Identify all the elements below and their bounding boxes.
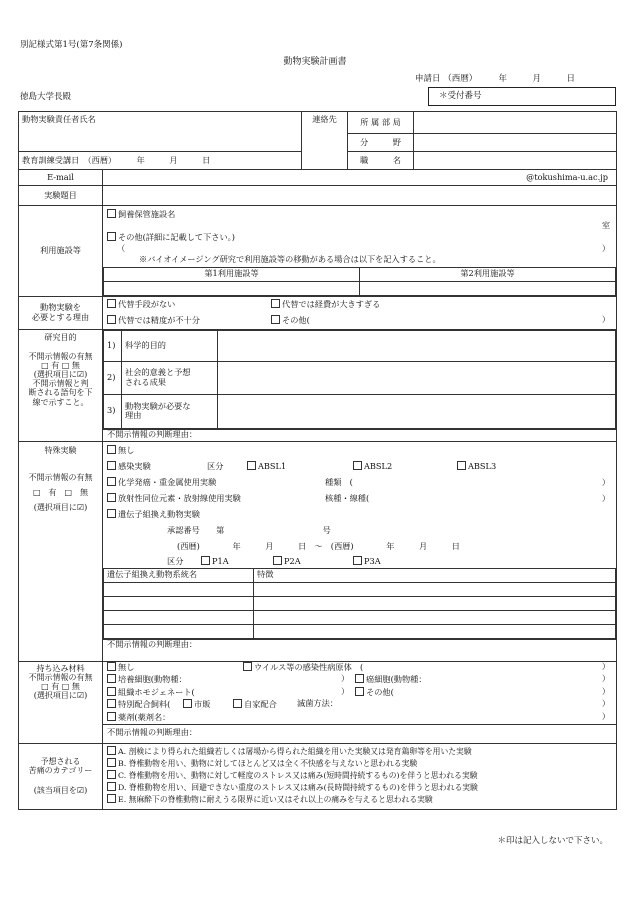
facility-col2-field[interactable] [360,281,616,295]
email-field[interactable] [103,170,617,186]
special-label-cell: 特殊実験 不開示情報の有無 □ 有 □ 無 (選択項目に☑) [19,441,103,661]
materials-label: 持ち込み材料 [36,663,85,673]
reason-opt4-checkbox[interactable] [271,315,280,324]
approval-period[interactable]: (西暦) 年 月 日 ～ (西暦) 年 月 日 [177,540,460,551]
purpose-label-cell: 研究目的 不開示情報の有無 □ 有 □ 無 (選択項目に☑) 不開示情報と判 断される語句を下 線で示すこと。 [19,329,103,441]
strain-row[interactable] [104,582,254,596]
materials-cell: 無し ウイルス等の感染性病原体 ( ） 培養細胞(動物種： ） 癌細胞(動物種： ） 組織ホモジェネート( ） その他( ） 特別配合飼料( 市販 自家配合 滅菌方法： ） 薬剤(薬剤名： ） 不開示情報の判断理由： [103,661,617,743]
p1a-checkbox[interactable] [201,556,210,565]
p2a-checkbox[interactable] [273,556,282,565]
strain-row[interactable] [104,624,254,638]
experiment-title-field[interactable] [103,186,617,206]
reason-opt3: 代替では精度が不十分 [118,314,200,325]
strain-row[interactable] [104,610,254,624]
experiment-plan-form [18,111,617,810]
reason-opt1-checkbox[interactable] [107,299,116,308]
pain-cell: A. 剖検により得られた組織若しくは屠場から得られた組織を用いた実験又は発育鶏卵等を用いた実験 B. 脊椎動物を用い、動物に対してほとんど又は全く不快感を与えないと思われる実験 C. 脊椎動物を用い、動物に対して軽度のストレス又は痛み(短時間持続するもの)を伴うと思われる実験 D. 脊椎動物を用い、回避できない重度のストレス又は痛み(長時間持続するもの)を伴うと思われる実験 E. 無麻酔下の脊椎動物に耐えうる限界に近い又はそれ以上の痛みを与えると思われる実験 [103,743,617,809]
purpose-item3: 動物実験が必要な 理由 [122,394,218,428]
strain-table [103,568,616,639]
department-label: 所 属 部 局 [348,112,414,134]
field-field[interactable] [414,134,617,152]
experiment-title-label: 実験題目 [19,186,103,206]
other-checkbox[interactable] [355,687,364,696]
responsible-name-cell[interactable] [19,112,302,152]
purpose-item2-field[interactable] [218,361,616,394]
chem-checkbox[interactable] [107,477,116,486]
feed-checkbox[interactable] [107,699,116,708]
facility-col1: 第1利用施設等 [104,267,360,281]
drug-checkbox[interactable] [107,712,116,721]
facility-option1: 飼養保管施設名 [118,209,176,219]
rad-checkbox[interactable] [107,493,116,502]
facility-paren-close: ） [601,242,611,253]
reason-opt3-checkbox[interactable] [107,315,116,324]
field-label: 分 野 [348,134,414,152]
strain-col: 遺伝子組換え動物系統名 [104,568,254,582]
self-mix-checkbox[interactable] [233,699,242,708]
purpose-item1-field[interactable] [218,330,616,361]
reason-label: 動物実験を 必要とする理由 [19,296,103,329]
application-date[interactable]: 申請日 （西暦） 年 月 日 [415,74,575,84]
purpose-item2: 社会的意義と予想 される成果 [122,361,218,394]
materials-none-checkbox[interactable] [107,662,116,671]
special-judgment[interactable]: 不開示情報の判断理由： [103,639,616,652]
purpose-judgment[interactable]: 不開示情報の判断理由： [103,429,616,441]
gene-checkbox[interactable] [107,509,116,518]
form-number: 別記様式第1号(第7条関係) [20,40,123,50]
position-label: 職 名 [348,152,414,170]
facility-grid [103,267,616,296]
responsible-name-label: 動物実験責任者氏名 [22,114,96,124]
materials-judgment[interactable]: 不開示情報の判断理由： [103,724,616,739]
receipt-number-box [428,87,616,106]
position-field[interactable] [414,152,617,170]
receipt-number-label: ＊受付番号 [439,91,482,101]
pain-c-checkbox[interactable] [107,770,116,779]
facility-option2-checkbox[interactable] [107,232,116,241]
facility-option2: その他(詳細に記載して下さい。) [118,232,235,242]
approval-number[interactable]: 承認番号 第 号 [167,524,331,535]
virus-checkbox[interactable] [243,662,252,671]
facility-col2: 第2利用施設等 [360,267,616,281]
infection-checkbox[interactable] [107,461,116,470]
room-label: 室 [601,219,611,230]
purpose-item3-field[interactable] [218,394,616,428]
pain-label-cell: 予想される 苦痛のカテゴリー (該当項目を☑) [19,743,103,809]
footer-note: ＊印は記入しないで下さい。 [497,836,608,846]
pain-a-checkbox[interactable] [107,746,116,755]
p3a-checkbox[interactable] [353,556,362,565]
reason-opt1: 代替手段がない [118,299,176,309]
reason-opt2: 代替では経費が大きすぎる [282,299,381,309]
facility-paren-open: （ [117,242,126,253]
pain-e-checkbox[interactable] [107,794,116,803]
strain-row[interactable] [104,596,254,610]
contact-label: 連絡先 [302,112,348,170]
addressee: 徳島大学長殿 [20,92,72,102]
reason-close: ） [601,313,611,324]
purpose-cell: 1) 科学的目的 2) 社会的意義と予想 される成果 3) 動物実験が必要な 理由 不開示情報の判断理由： [103,329,617,441]
reason-opt2-checkbox[interactable] [271,299,280,308]
email-domain: @tokushima-u.ac.jp [526,171,609,182]
training-date[interactable]: 教育訓練受講日 （西暦） 年 月 日 [19,152,302,170]
special-none-checkbox[interactable] [107,445,116,454]
page-title: 動物実験計画書 [283,57,347,67]
reason-cell [103,296,617,329]
email-label: E-mail [19,170,103,186]
absl2-checkbox[interactable] [353,461,362,470]
feature-col: 特徴 [254,568,616,582]
absl1-checkbox[interactable] [247,461,256,470]
special-label: 特殊実験 [44,445,77,455]
commercial-checkbox[interactable] [183,699,192,708]
cancer-checkbox[interactable] [355,674,364,683]
absl3-checkbox[interactable] [457,461,466,470]
purpose-label: 研究目的 [44,332,77,342]
facility-cell [103,206,617,297]
homogenate-checkbox[interactable] [107,687,116,696]
facility-option1-checkbox[interactable] [107,209,116,218]
department-field[interactable] [414,112,617,134]
special-cell: 無し 感染実験 区分 ABSL1 ABSL2 ABSL3 化学発癌・重金属使用実験 種類 ( ） 放射性同位元素・放射線使用実験 核種・線種( ） 遺伝子組換え動物実験 承認番号 第 号 (西暦) 年 月 日 ～ (西暦) 年 月 日 区分 P1A P2A P3A 遺伝子組換え動物系統名 特徴 不開示情報の判断理由： [103,441,617,661]
facility-label: 利用施設等 [19,206,103,297]
pain-b-checkbox[interactable] [107,758,116,767]
purpose-item1: 科学的目的 [122,330,218,361]
facility-col1-field[interactable] [104,281,360,295]
pain-d-checkbox[interactable] [107,782,116,791]
materials-label-cell: 持ち込み材料 不開示情報の有無 □ 有 □ 無 (選択項目に☑) [19,661,103,743]
facility-note: ※バイオイメージング研究で利用施設等の移動がある場合は以下を記入すること。 [139,254,441,264]
cultured-checkbox[interactable] [107,674,116,683]
reason-opt4: その他( [282,314,310,325]
